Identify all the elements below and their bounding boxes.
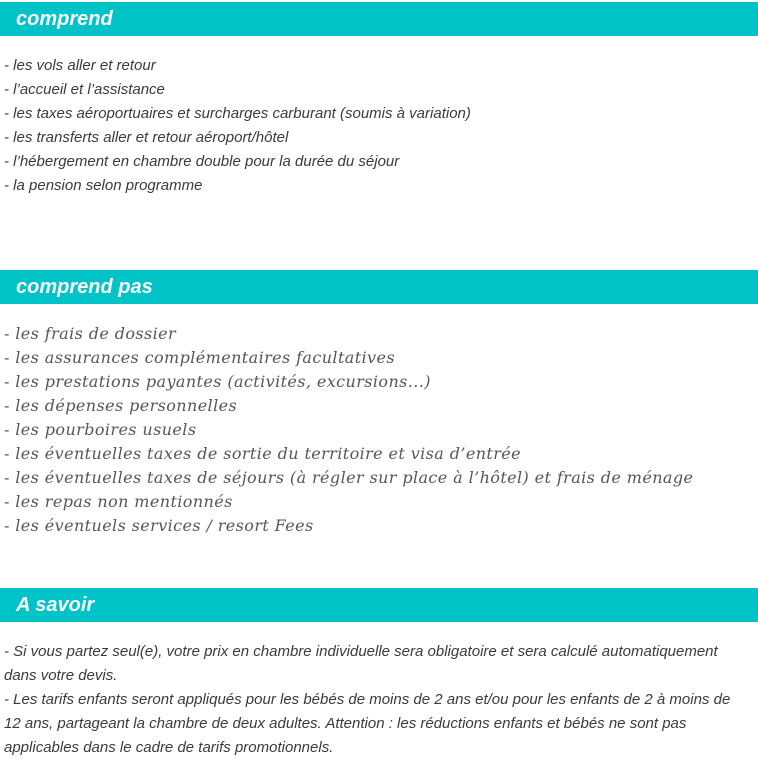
section-comprend — [0, 2, 758, 198]
excluded-item: - les éventuels services / resort Fees — [4, 516, 314, 535]
included-item: - l’accueil et l’assistance — [4, 81, 165, 98]
excluded-item: - les prestations payantes (activités, excursions...) — [4, 372, 431, 391]
section-a-savoir-body — [0, 622, 758, 760]
included-item: - la pension selon programme — [4, 177, 203, 194]
section-a-savoir-title: A savoir — [16, 593, 95, 616]
included-item: - les taxes aéroportuaires et surcharges carburant (soumis à variation) — [4, 105, 471, 122]
section-comprend-pas — [0, 270, 758, 538]
included-item: - l’hébergement en chambre double pour la durée du séjour — [4, 153, 400, 170]
excluded-item: - les éventuelles taxes de séjours (à régler sur place à l’hôtel) et frais de ménage — [4, 468, 694, 487]
excluded-item: - les pourboires usuels — [4, 420, 197, 439]
section-comprend-pas-title: comprend pas — [16, 275, 153, 298]
section-comprend-pas-header — [0, 270, 758, 304]
info-item: - Si vous partez seul(e), votre prix en chambre individuelle sera obligatoire et sera calculé automatiquement dans votre devis. — [4, 643, 718, 684]
section-a-savoir-header — [0, 588, 758, 622]
section-comprend-title: comprend — [16, 7, 113, 30]
excluded-item: - les assurances complémentaires facultatives — [4, 348, 395, 367]
excluded-item: - les éventuelles taxes de sortie du territoire et visa d’entrée — [4, 444, 522, 463]
excluded-item: - les dépenses personnelles — [4, 396, 238, 415]
section-a-savoir — [0, 588, 758, 760]
included-item: - les vols aller et retour — [4, 57, 156, 74]
excluded-item: - les frais de dossier — [4, 324, 177, 343]
included-item: - les transferts aller et retour aéroport/hôtel — [4, 129, 289, 146]
info-item: - Les tarifs enfants seront appliqués pour les bébés de moins de 2 ans et/ou pour les enfants de 2 à moins de 12 ans, partageant la chambre de deux adultes. Attention : les réductions enfants et bébés ne sont pas applicables dans le cadre de tarifs promotionnels. — [4, 691, 731, 756]
section-comprend-body — [0, 36, 758, 198]
section-comprend-header — [0, 2, 758, 36]
excluded-item: - les repas non mentionnés — [4, 492, 233, 511]
section-comprend-pas-body — [0, 304, 758, 538]
